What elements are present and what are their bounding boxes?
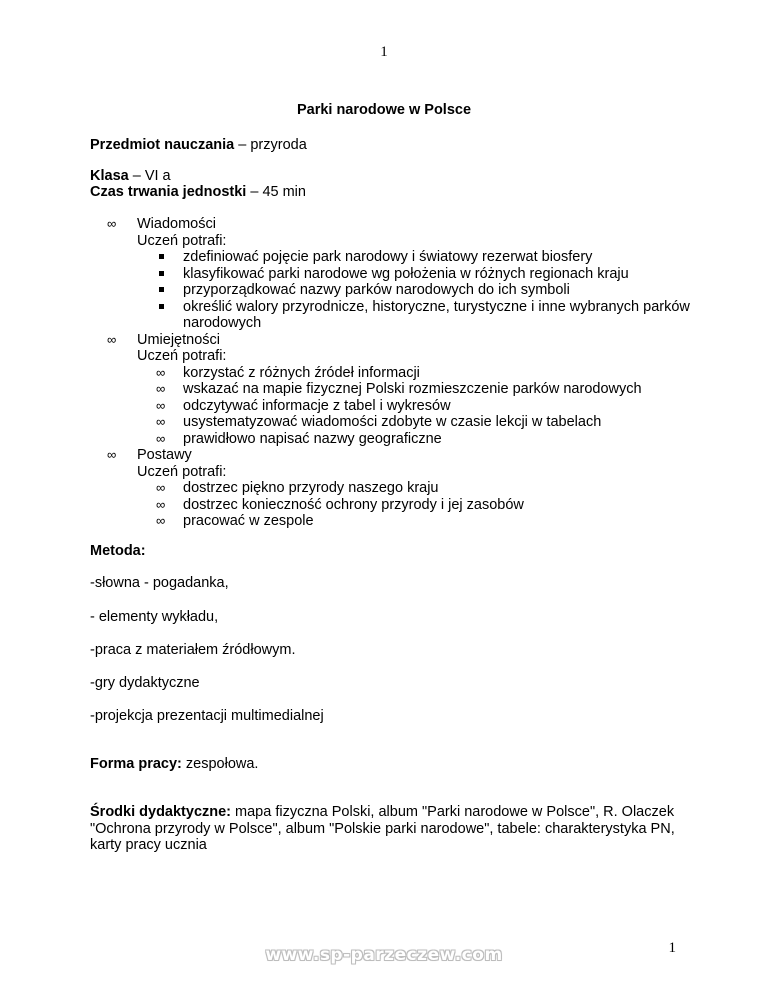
objective-knowledge [90,216,690,249]
header-page-number: 1 [380,44,388,60]
list-item: określić walory przyrodnicze, historyczne, turystyczne i inne wybranych parków narodowych [90,299,690,332]
infinity-bullet-icon: ∞ [156,414,166,429]
work-form-value: zespołowa. [181,756,259,772]
objective-heading: Umiejętności [137,331,220,348]
square-bullet-icon [159,287,164,292]
method-item: -gry dydaktyczne [90,675,200,691]
class-line [90,168,690,185]
objective-heading: Postawy [137,447,192,463]
duration-value: – 45 min [246,184,306,200]
work-form-label: Forma pracy: [90,756,182,772]
objective-intro: Uczeń potrafi: [137,232,227,249]
infinity-bullet-icon: ∞ [156,397,166,413]
subject-line [90,137,690,154]
infinity-bullet-icon: ∞ [156,430,166,446]
square-bullet-icon [159,254,164,259]
method-item: -słowna - pogadanka, [90,575,229,591]
list-item: przyporządkować nazwy parków narodowych do ich symboli [90,282,690,299]
list-item: ∞ prawidłowo napisać nazwy geograficzne [156,430,442,447]
list-item: ∞ pracować w zespole [156,513,314,529]
objective-attitudes [90,447,690,480]
list-item: ∞ wskazać na mapie fizycznej Polski rozmieszczenie parków narodowych [156,381,642,397]
objective-skills [90,332,690,365]
list-item: ∞ dostrzec piękno przyrody naszego kraju [156,480,439,496]
method-item: - elementy wykładu, [90,609,219,625]
infinity-bullet-icon: ∞ [156,496,166,512]
list-item: ∞ usystematyzować wiadomości zdobyte w czasie lekcji w tabelach [156,414,602,430]
teaching-aids-value: mapa fizyczna Polski, album "Parki narodowe w Polsce", R. Olaczek "Ochrona przyrody w Polsce", album "Polskie parki narodowe", tabele: charakterystyka PN, karty pracy ucznia [90,804,675,853]
method-item: -projekcja prezentacji multimedialnej [90,708,324,724]
teaching-aids-paragraph [90,804,680,854]
objective-intro: Uczeń potrafi: [137,348,227,364]
objective-heading: Wiadomości [137,216,216,232]
class-value: – VI a [128,168,171,184]
subject-label: Przedmiot nauczania [90,137,235,153]
square-bullet-icon [159,304,164,309]
list-item: klasyfikować parki narodowe wg położenia w różnych regionach kraju [90,266,690,283]
objective-intro: Uczeń potrafi: [137,463,227,480]
footer-page-number: 1 [668,940,676,956]
subject-value: – przyroda [234,137,307,153]
list-item: zdefiniować pojęcie park narodowy i światowy rezerwat biosfery [90,249,690,266]
document-title: Parki narodowe w Polsce [296,102,472,118]
objectives-list [90,216,690,530]
class-label: Klasa [90,168,129,184]
duration-line [90,184,690,201]
method-heading: Metoda: [90,543,146,559]
list-item: ∞ odczytywać informacje z tabel i wykresów [156,397,451,414]
list-item: ∞ korzystać z różnych źródeł informacji [156,364,420,381]
infinity-bullet-icon: ∞ [156,381,166,396]
infinity-bullet-icon: ∞ [107,216,117,231]
method-item: -praca z materiałem źródłowym. [90,642,296,658]
infinity-bullet-icon: ∞ [156,364,166,380]
infinity-bullet-icon: ∞ [156,480,166,495]
square-bullet-icon [159,271,164,276]
infinity-bullet-icon: ∞ [107,447,117,462]
infinity-bullet-icon: ∞ [107,331,117,347]
watermark: www.sp-parzeczew.com [265,945,503,965]
list-item: ∞ dostrzec konieczność ochrony przyrody i jej zasobów [156,496,524,513]
infinity-bullet-icon: ∞ [156,513,166,528]
work-form-line [90,756,690,773]
duration-label: Czas trwania jednostki [90,184,247,200]
teaching-aids-label: Środki dydaktyczne: [90,804,232,820]
